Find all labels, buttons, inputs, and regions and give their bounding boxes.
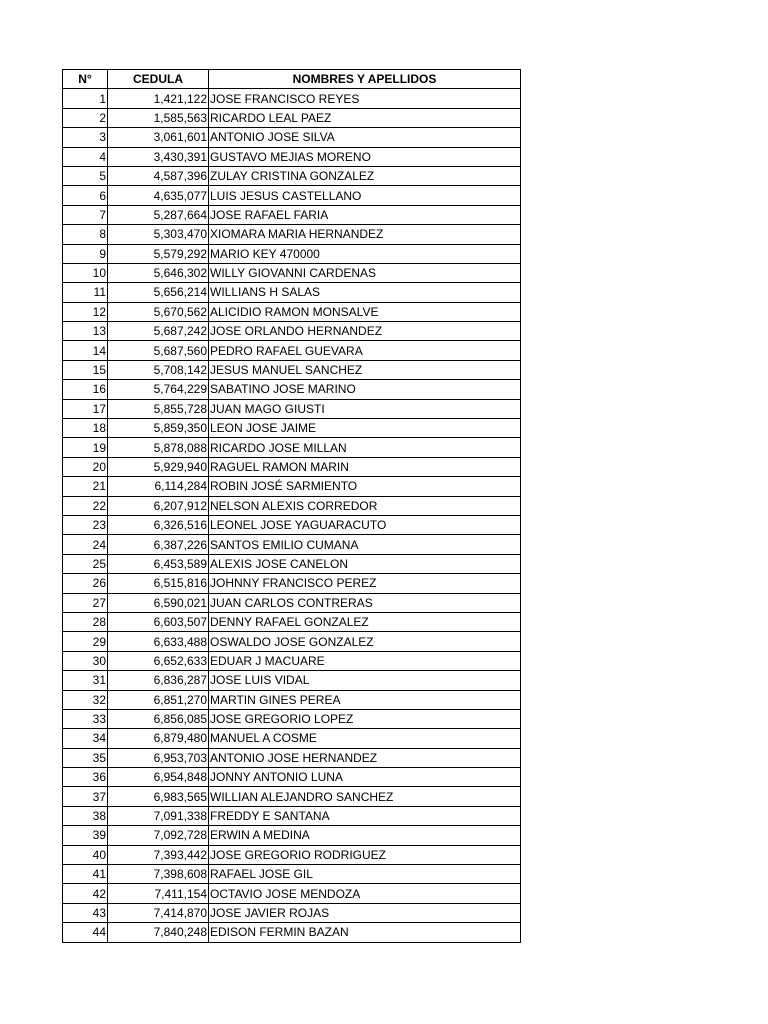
- name-cell: ROBIN JOSÉ SARMIENTO: [209, 477, 521, 496]
- roster-table: [62, 69, 521, 943]
- name-cell: JOSE RAFAEL FARIA: [209, 205, 521, 224]
- cedula-cell: 7,092,728: [108, 826, 209, 845]
- cedula-cell: 5,708,142: [108, 360, 209, 379]
- table-row: [63, 399, 521, 418]
- name-cell: JUAN MAGO GIUSTI: [209, 399, 521, 418]
- row-number: 32: [63, 690, 108, 709]
- table-row: [63, 380, 521, 399]
- column-header-cedula: CEDULA: [108, 70, 209, 89]
- table-row: [63, 496, 521, 515]
- row-number: 37: [63, 787, 108, 806]
- table-row: [63, 205, 521, 224]
- row-number: 4: [63, 147, 108, 166]
- name-cell: LEONEL JOSE YAGUARACUTO: [209, 515, 521, 534]
- name-cell: EDISON FERMIN BAZAN: [209, 923, 521, 942]
- row-number: 7: [63, 205, 108, 224]
- name-cell: OSWALDO JOSE GONZALEZ: [209, 632, 521, 651]
- row-number: 5: [63, 166, 108, 185]
- row-number: 2: [63, 108, 108, 127]
- cedula-cell: 5,579,292: [108, 244, 209, 263]
- name-cell: NELSON ALEXIS CORREDOR: [209, 496, 521, 515]
- name-cell: EDUAR J MACUARE: [209, 651, 521, 670]
- table-row: [63, 865, 521, 884]
- cedula-cell: 5,859,350: [108, 419, 209, 438]
- cedula-cell: 5,764,229: [108, 380, 209, 399]
- name-cell: ANTONIO JOSE SILVA: [209, 128, 521, 147]
- row-number: 33: [63, 709, 108, 728]
- table-row: [63, 593, 521, 612]
- name-cell: SABATINO JOSE MARINO: [209, 380, 521, 399]
- row-number: 38: [63, 806, 108, 825]
- cedula-cell: 6,515,816: [108, 574, 209, 593]
- row-number: 16: [63, 380, 108, 399]
- cedula-cell: 1,421,122: [108, 89, 209, 108]
- table-row: [63, 515, 521, 534]
- table-row: [63, 845, 521, 864]
- row-number: 21: [63, 477, 108, 496]
- name-cell: SANTOS EMILIO CUMANA: [209, 535, 521, 554]
- cedula-cell: 6,954,848: [108, 768, 209, 787]
- name-cell: JOSE GREGORIO LOPEZ: [209, 709, 521, 728]
- name-cell: JOSE GREGORIO RODRIGUEZ: [209, 845, 521, 864]
- name-cell: XIOMARA MARIA HERNANDEZ: [209, 225, 521, 244]
- cedula-cell: 3,061,601: [108, 128, 209, 147]
- table-row: [63, 554, 521, 573]
- table-row: [63, 612, 521, 631]
- cedula-cell: 5,855,728: [108, 399, 209, 418]
- cedula-cell: 6,953,703: [108, 748, 209, 767]
- name-cell: JOSE FRANCISCO REYES: [209, 89, 521, 108]
- cedula-cell: 7,411,154: [108, 884, 209, 903]
- header-row: [63, 70, 521, 89]
- table-row: [63, 477, 521, 496]
- table-row: [63, 903, 521, 922]
- row-number: 10: [63, 263, 108, 282]
- row-number: 28: [63, 612, 108, 631]
- table-row: [63, 322, 521, 341]
- cedula-cell: 5,656,214: [108, 283, 209, 302]
- name-cell: ALICIDIO RAMON MONSALVE: [209, 302, 521, 321]
- name-cell: GUSTAVO MEJIAS MORENO: [209, 147, 521, 166]
- row-number: 43: [63, 903, 108, 922]
- name-cell: RAFAEL JOSE GIL: [209, 865, 521, 884]
- cedula-cell: 6,590,021: [108, 593, 209, 612]
- row-number: 30: [63, 651, 108, 670]
- table-row: [63, 283, 521, 302]
- table-row: [63, 263, 521, 282]
- name-cell: JOSE LUIS VIDAL: [209, 671, 521, 690]
- name-cell: RICARDO LEAL PAEZ: [209, 108, 521, 127]
- cedula-cell: 7,091,338: [108, 806, 209, 825]
- cedula-cell: 5,670,562: [108, 302, 209, 321]
- cedula-cell: 6,387,226: [108, 535, 209, 554]
- row-number: 36: [63, 768, 108, 787]
- name-cell: MARTIN GINES PEREA: [209, 690, 521, 709]
- name-cell: RAGUEL RAMON MARIN: [209, 457, 521, 476]
- cedula-cell: 5,687,242: [108, 322, 209, 341]
- table-row: [63, 108, 521, 127]
- table-row: [63, 128, 521, 147]
- name-cell: ALEXIS JOSE CANELON: [209, 554, 521, 573]
- table-row: [63, 709, 521, 728]
- name-cell: JOHNNY FRANCISCO PEREZ: [209, 574, 521, 593]
- row-number: 22: [63, 496, 108, 515]
- name-cell: MANUEL A COSME: [209, 729, 521, 748]
- table-row: [63, 244, 521, 263]
- table-row: [63, 748, 521, 767]
- row-number: 6: [63, 186, 108, 205]
- name-cell: FREDDY E SANTANA: [209, 806, 521, 825]
- cedula-cell: 5,929,940: [108, 457, 209, 476]
- name-cell: LEON JOSE JAIME: [209, 419, 521, 438]
- table-row: [63, 166, 521, 185]
- row-number: 44: [63, 923, 108, 942]
- cedula-cell: 6,114,284: [108, 477, 209, 496]
- row-number: 27: [63, 593, 108, 612]
- name-cell: JOSE ORLANDO HERNANDEZ: [209, 322, 521, 341]
- cedula-cell: 6,603,507: [108, 612, 209, 631]
- cedula-cell: 6,983,565: [108, 787, 209, 806]
- column-header-names: NOMBRES Y APELLIDOS: [209, 70, 521, 89]
- row-number: 18: [63, 419, 108, 438]
- row-number: 35: [63, 748, 108, 767]
- row-number: 13: [63, 322, 108, 341]
- row-number: 40: [63, 845, 108, 864]
- table-row: [63, 186, 521, 205]
- name-cell: PEDRO RAFAEL GUEVARA: [209, 341, 521, 360]
- name-cell: OCTAVIO JOSE MENDOZA: [209, 884, 521, 903]
- table-body: [63, 89, 521, 942]
- cedula-cell: 7,414,870: [108, 903, 209, 922]
- cedula-cell: 4,635,077: [108, 186, 209, 205]
- cedula-cell: 6,836,287: [108, 671, 209, 690]
- table-row: [63, 360, 521, 379]
- name-cell: JOSE JAVIER ROJAS: [209, 903, 521, 922]
- table-row: [63, 806, 521, 825]
- table-header: [63, 70, 521, 89]
- cedula-cell: 5,287,664: [108, 205, 209, 224]
- name-cell: WILLIANS H SALAS: [209, 283, 521, 302]
- table-row: [63, 147, 521, 166]
- row-number: 26: [63, 574, 108, 593]
- cedula-cell: 4,587,396: [108, 166, 209, 185]
- row-number: 1: [63, 89, 108, 108]
- row-number: 17: [63, 399, 108, 418]
- name-cell: LUIS JESUS CASTELLANO: [209, 186, 521, 205]
- row-number: 15: [63, 360, 108, 379]
- name-cell: JONNY ANTONIO LUNA: [209, 768, 521, 787]
- cedula-cell: 6,207,912: [108, 496, 209, 515]
- name-cell: RICARDO JOSE MILLAN: [209, 438, 521, 457]
- column-header-number: N°: [63, 70, 108, 89]
- cedula-cell: 7,398,608: [108, 865, 209, 884]
- row-number: 42: [63, 884, 108, 903]
- table-row: [63, 768, 521, 787]
- name-cell: ANTONIO JOSE HERNANDEZ: [209, 748, 521, 767]
- cedula-cell: 6,851,270: [108, 690, 209, 709]
- table-row: [63, 651, 521, 670]
- table-row: [63, 729, 521, 748]
- table-row: [63, 225, 521, 244]
- row-number: 41: [63, 865, 108, 884]
- table-row: [63, 787, 521, 806]
- cedula-cell: 6,652,633: [108, 651, 209, 670]
- table-row: [63, 341, 521, 360]
- row-number: 34: [63, 729, 108, 748]
- table-row: [63, 457, 521, 476]
- table-row: [63, 89, 521, 108]
- row-number: 24: [63, 535, 108, 554]
- row-number: 11: [63, 283, 108, 302]
- table-row: [63, 884, 521, 903]
- name-cell: MARIO KEY 470000: [209, 244, 521, 263]
- cedula-cell: 5,646,302: [108, 263, 209, 282]
- row-number: 20: [63, 457, 108, 476]
- table-row: [63, 535, 521, 554]
- name-cell: ZULAY CRISTINA GONZALEZ: [209, 166, 521, 185]
- row-number: 31: [63, 671, 108, 690]
- name-cell: JUAN CARLOS CONTRERAS: [209, 593, 521, 612]
- table-row: [63, 302, 521, 321]
- row-number: 14: [63, 341, 108, 360]
- cedula-cell: 7,393,442: [108, 845, 209, 864]
- row-number: 23: [63, 515, 108, 534]
- cedula-cell: 5,303,470: [108, 225, 209, 244]
- table-row: [63, 671, 521, 690]
- cedula-cell: 5,687,560: [108, 341, 209, 360]
- name-cell: WILLIAN ALEJANDRO SANCHEZ: [209, 787, 521, 806]
- row-number: 25: [63, 554, 108, 573]
- row-number: 29: [63, 632, 108, 651]
- cedula-cell: 6,326,516: [108, 515, 209, 534]
- table-row: [63, 419, 521, 438]
- cedula-cell: 6,453,589: [108, 554, 209, 573]
- row-number: 8: [63, 225, 108, 244]
- row-number: 19: [63, 438, 108, 457]
- cedula-cell: 1,585,563: [108, 108, 209, 127]
- table-row: [63, 632, 521, 651]
- table-row: [63, 574, 521, 593]
- cedula-cell: 6,879,480: [108, 729, 209, 748]
- row-number: 9: [63, 244, 108, 263]
- table-row: [63, 826, 521, 845]
- cedula-cell: 6,633,488: [108, 632, 209, 651]
- cedula-cell: 5,878,088: [108, 438, 209, 457]
- row-number: 12: [63, 302, 108, 321]
- table-row: [63, 438, 521, 457]
- name-cell: WILLY GIOVANNI CARDENAS: [209, 263, 521, 282]
- cedula-cell: 7,840,248: [108, 923, 209, 942]
- table-row: [63, 690, 521, 709]
- row-number: 3: [63, 128, 108, 147]
- name-cell: ERWIN A MEDINA: [209, 826, 521, 845]
- name-cell: JESUS MANUEL SANCHEZ: [209, 360, 521, 379]
- cedula-cell: 6,856,085: [108, 709, 209, 728]
- table-row: [63, 923, 521, 942]
- row-number: 39: [63, 826, 108, 845]
- name-cell: DENNY RAFAEL GONZALEZ: [209, 612, 521, 631]
- cedula-cell: 3,430,391: [108, 147, 209, 166]
